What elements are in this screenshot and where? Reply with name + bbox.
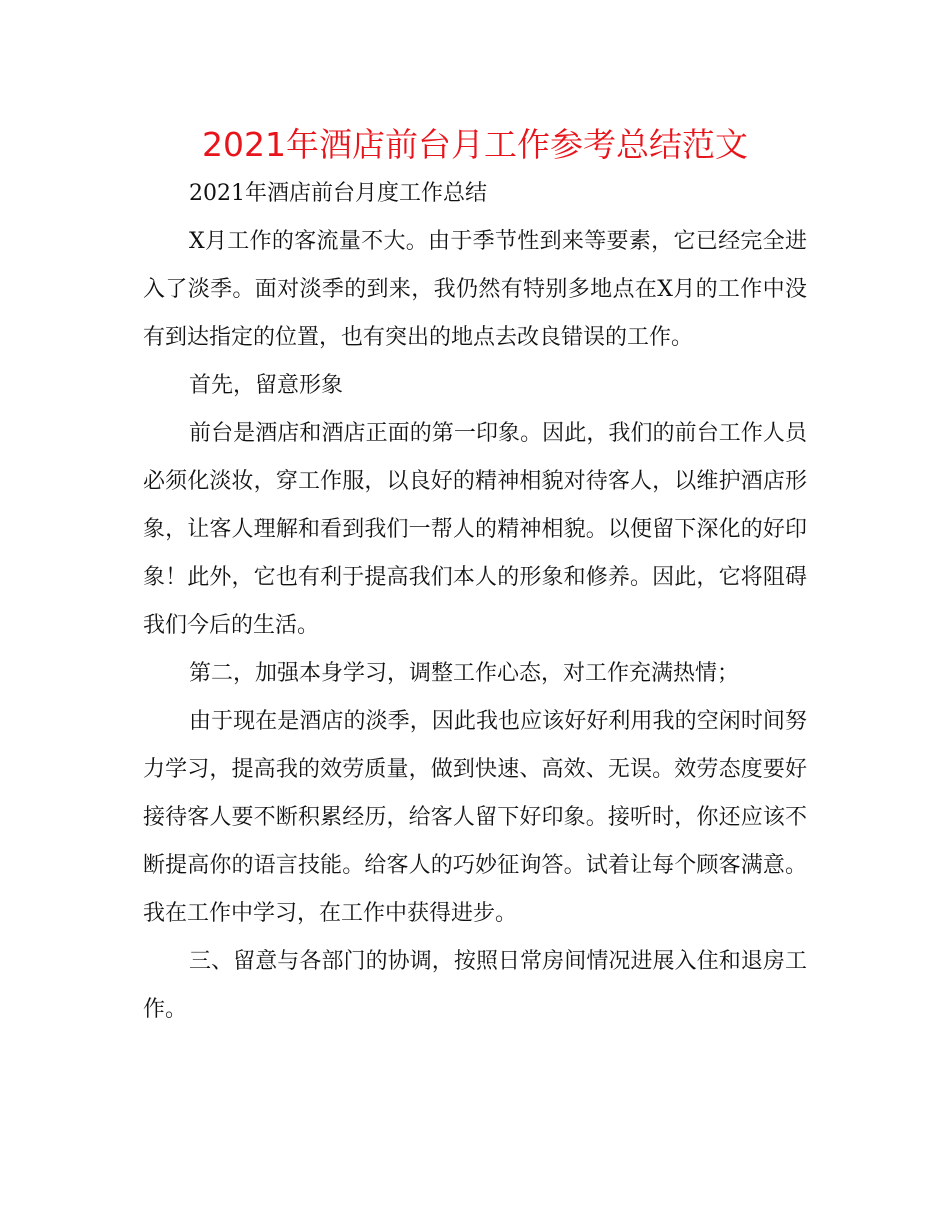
paragraph-heading-image: 首先，留意形象 [189,373,344,398]
paragraph-learning-detail: 由于现在是酒店的淡季，因此我也应该好好利用我的空闲时间努力学习，提高我的效劳质量，做到快速、高效、无误。效劳态度要好接待客人要不断积累经历，给客人留下好印象。接听时，你还应该不断提高你的语言技能。给客人的巧妙征询答。试着让每个顾客满意。我在工作中学习，在工作中获得进步。 [143,709,807,926]
document-title: 2021年酒店前台月工作参考总结范文 [202,125,748,164]
paragraph-heading-learning: 第二，加强本身学习，调整工作心态，对工作充满热情； [189,661,740,686]
paragraph-subtitle: 2021年酒店前台月度工作总结 [189,181,487,206]
paragraph-overview: X月工作的客流量不大。由于季节性到来等要素，它已经完全进入了淡季。面对淡季的到来，我仍然有特别多地点在X月的工作中没有到达指定的位置，也有突出的地点去改良错误的工作。 [143,229,807,350]
document-body [143,170,807,1034]
paragraph-front-desk-image: 前台是酒店和酒店正面的第一印象。因此，我们的前台工作人员必须化淡妆，穿工作服，以良好的精神相貌对待客人，以维护酒店形象，让客人理解和看到我们一帮人的精神相貌。以便留下深化的好印象！此外，它也有利于提高我们本人的形象和修养。因此，它将阻碍我们今后的生活。 [143,421,807,638]
paragraph-coordination: 三、留意与各部门的协调，按照日常房间情况进展入住和退房工作。 [143,949,807,1022]
